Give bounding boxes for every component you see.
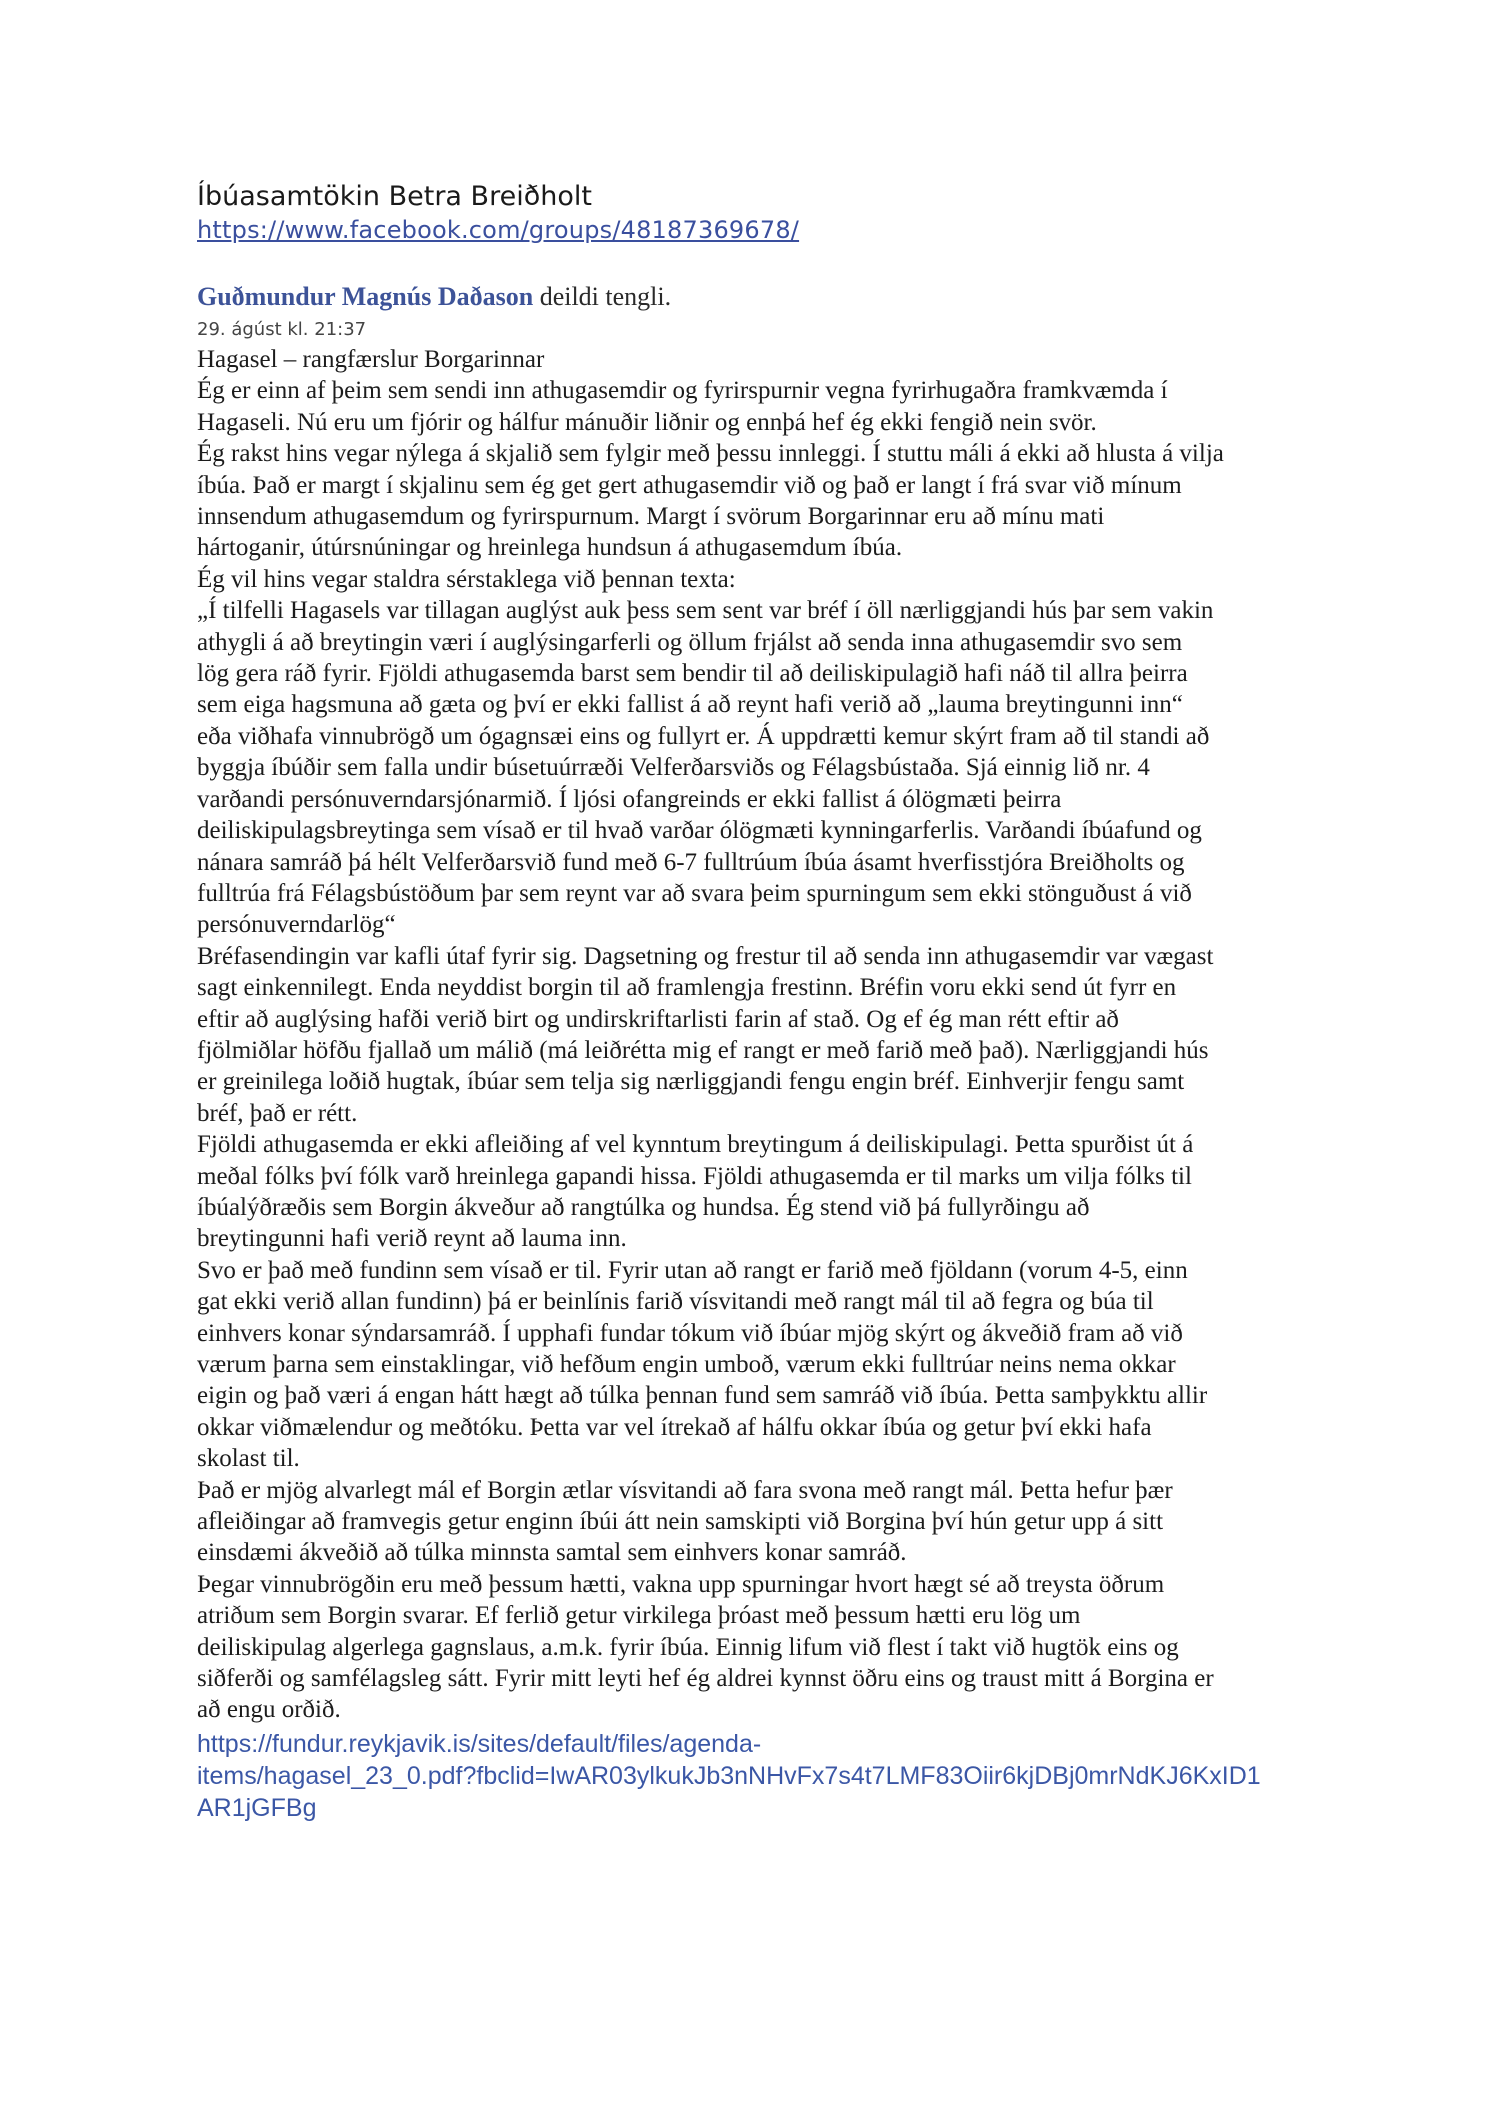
source-pdf-link[interactable]: https://fundur.reykjavik.is/sites/default/files/agenda- items/hagasel_23_0.pdf?fbclid=IwAR03ylkukJb3nNHvFx7s4t7LMF83Oiir6kjDBj0mrNdKJ6KxID1 AR1jGFBg <box>197 1729 1261 1822</box>
document-header <box>197 180 1347 246</box>
author-action: deildi tengli. <box>533 282 672 311</box>
post-date: 29. ágúst kl. 21:37 <box>197 319 367 340</box>
author-line <box>197 280 1347 314</box>
group-url-link[interactable]: https://www.facebook.com/groups/48187369678/ <box>197 216 800 244</box>
post <box>197 280 1347 1824</box>
post-body: Hagasel – rangfærslur Borgarinnar Ég er einn af þeim sem sendi inn athugasemdir og fyrirspurnir vegna fyrirhugaðra framkvæmda í Hagaseli. Nú eru um fjórir og hálfur mánuðir liðnir og ennþá hef ég ekki fengið nein svör. Ég rakst hins vegar nýlega á skjalið sem fylgir með þessu innleggi. Í stuttu máli á ekki að hlusta á vilja íbúa. Það er margt í skjalinu sem ég get gert athugasemdir við og það er langt í frá svar við mínum innsendum athugasemdum og fyrirspurnum. Margt í svörum Borgarinnar eru að mínu mati hártoganir, útúrsnúningar og hreinlega hundsun á athugasemdum íbúa. Ég vil hins vegar staldra sérstaklega við þennan texta: „Í tilfelli Hagasels var tillagan auglýst auk þess sem sent var bréf í öll nærliggjandi hús þar sem vakin athygli á að breytingin væri í auglýsingarferli og öllum frjálst að senda inna athugasemdir svo sem lög gera ráð fyrir. Fjöldi athugasemda barst sem bendir til að deiliskipulagið hafi náð til allra þeirra sem eiga hagsmuna að gæta og því er ekki fallist á að reynt hafi verið að „lauma breytingunni inn“ eða viðhafa vinnubrögð um ógagnsæi eins og fullyrt er. Á uppdrætti kemur skýrt fram að til standi að byggja íbúðir sem falla undir búsetuúrræði Velferðarsviðs og Félagsbústaða. Sjá einnig lið nr. 4 varðandi persónuverndarsjónarmið. Í ljósi ofangreinds er ekki fallist á ólögmæti þeirra deiliskipulagsbreytinga sem vísað er til hvað varðar ólögmæti kynningarferlis. Varðandi íbúafund og nánara samráð þá hélt Velferðarsvið fund með 6-7 fulltrúum íbúa ásamt hverfisstjóra Breiðholts og fulltrúa frá Félagsbústöðum þar sem reynt var að svara þeim spurningum sem ekki stönguðust á við persónuverndarlög“ Bréfasendingin var kafli útaf fyrir sig. Dagsetning og frestur til að senda inn athugasemdir var vægast sagt einkennilegt. Enda neyddist borgin til að framlengja frestinn. Bréfin voru ekki send út fyrr en eftir að auglýsing hafði verið birt og undirskriftarlisti farin af stað. Og ef ég man rétt eftir að fjölmiðlar höfðu fjallað um málið (má leiðrétta mig ef rangt er með farið með það). Nærliggjandi hús er greinilega loðið hugtak, íbúar sem telja sig nærliggjandi fengu engin bréf. Einhverjir fengu samt bréf, það er rétt. Fjöldi athugasemda er ekki afleiðing af vel kynntum breytingum á deiliskipulagi. Þetta spurðist út á meðal fólks því fólk varð hreinlega gapandi hissa. Fjöldi athugasemda er til marks um vilja fólks til íbúalýðræðis sem Borgin ákveður að rangtúlka og hundsa. Ég stend við þá fullyrðingu að breytingunni hafi verið reynt að lauma inn. Svo er það með fundinn sem vísað er til. Fyrir utan að rangt er farið með fjöldann (vorum 4-5, einn gat ekki verið allan fundinn) þá er beinlínis farið vísvitandi með rangt mál til að fegra og búa til einhvers konar sýndarsamráð. Í upphafi fundar tókum við íbúar mjög skýrt og ákveðið fram að við værum þarna sem einstaklingar, við hefðum engin umboð, værum ekki fulltrúar neins nema okkar eigin og það væri á engan hátt hægt að túlka þennan fund sem samráð við íbúa. Þetta samþykktu allir okkar viðmælendur og meðtóku. Þetta var vel ítrekað af hálfu okkar íbúa og getur því ekki hafa skolast til. Það er mjög alvarlegt mál ef Borgin ætlar vísvitandi að fara svona með rangt mál. Þetta hefur þær afleiðingar að framvegis getur enginn íbúi átt nein samskipti við Borgina því hún getur upp á sitt einsdæmi ákveðið að túlka minnsta samtal sem einhvers konar samráð. Þegar vinnubrögðin eru með þessum hætti, vakna upp spurningar hvort hægt sé að treysta öðrum atriðum sem Borgin svarar. Ef ferlið getur virkilega þróast með þessum hætti eru lög um deiliskipulag algerlega gagnslaus, a.m.k. fyrir íbúa. Einnig lifum við flest í takt við hugtök eins og siðferði og samfélagsleg sátt. Fyrir mitt leyti hef ég aldrei kynnst öðru eins og traust mitt á Borgina er að engu orðið. <box>197 346 1224 1724</box>
group-title: Íbúasamtökin Betra Breiðholt <box>197 181 592 212</box>
author-name[interactable]: Guðmundur Magnús Daðason <box>197 282 534 311</box>
